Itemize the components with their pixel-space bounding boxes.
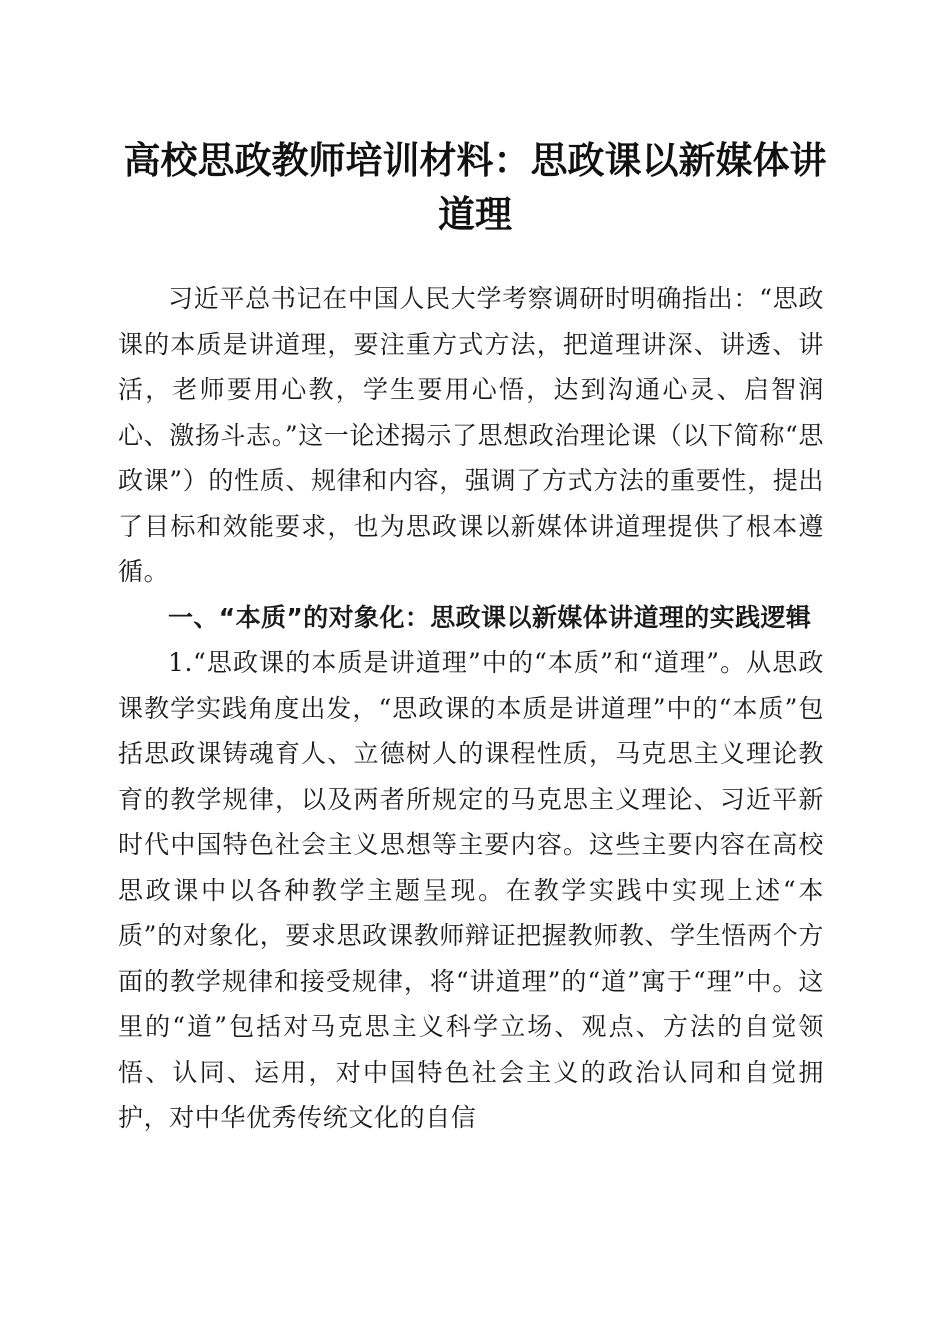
section-1-paragraph-1: 1.“思政课的本质是讲道理”中的“本质”和“道理”。从思政课教学实践角度出发，“思政课的本质是讲道理”中的“本质”包括思政课铸魂育人、立德树人的课程性质，马克思主义理论教育的教学规律，以及两者所规定的马克思主义理论、习近平新时代中国特色社会主义思想等主要内容。这些主要内容在高校思政课中以各种教学主题呈现。在教学实践中实现上述“本质”的对象化，要求思政课教师辩证把握教师教、学生悟两个方面的教学规律和接受规律，将“讲道理”的“道”寓于“理”中。这里的“道”包括对马克思主义科学立场、观点、方法的自觉领悟、认同、运用，对中国特色社会主义的政治认同和自觉拥护，对中华优秀传统文化的自信: [118, 648, 824, 1132]
document-title: 高校思政教师培训材料：思政课以新媒体讲道理: [123, 138, 827, 236]
intro-paragraph: 习近平总书记在中国人民大学考察调研时明确指出：“思政课的本质是讲道理，要注重方式方法，把道理讲深、讲透、讲活，老师要用心教，学生要用心悟，达到沟通心灵、启智润心、激扬斗志。”这一论述揭示了思想政治理论课（以下简称“思政课”）的性质、规律和内容，强调了方式方法的重要性，提出了目标和效能要求，也为思政课以新媒体讲道理提供了根本遵循。: [118, 284, 824, 586]
document-body: [118, 276, 824, 1141]
section-heading-1: 一、“本质”的对象化：思政课以新媒体讲道理的实践逻辑: [168, 602, 812, 632]
